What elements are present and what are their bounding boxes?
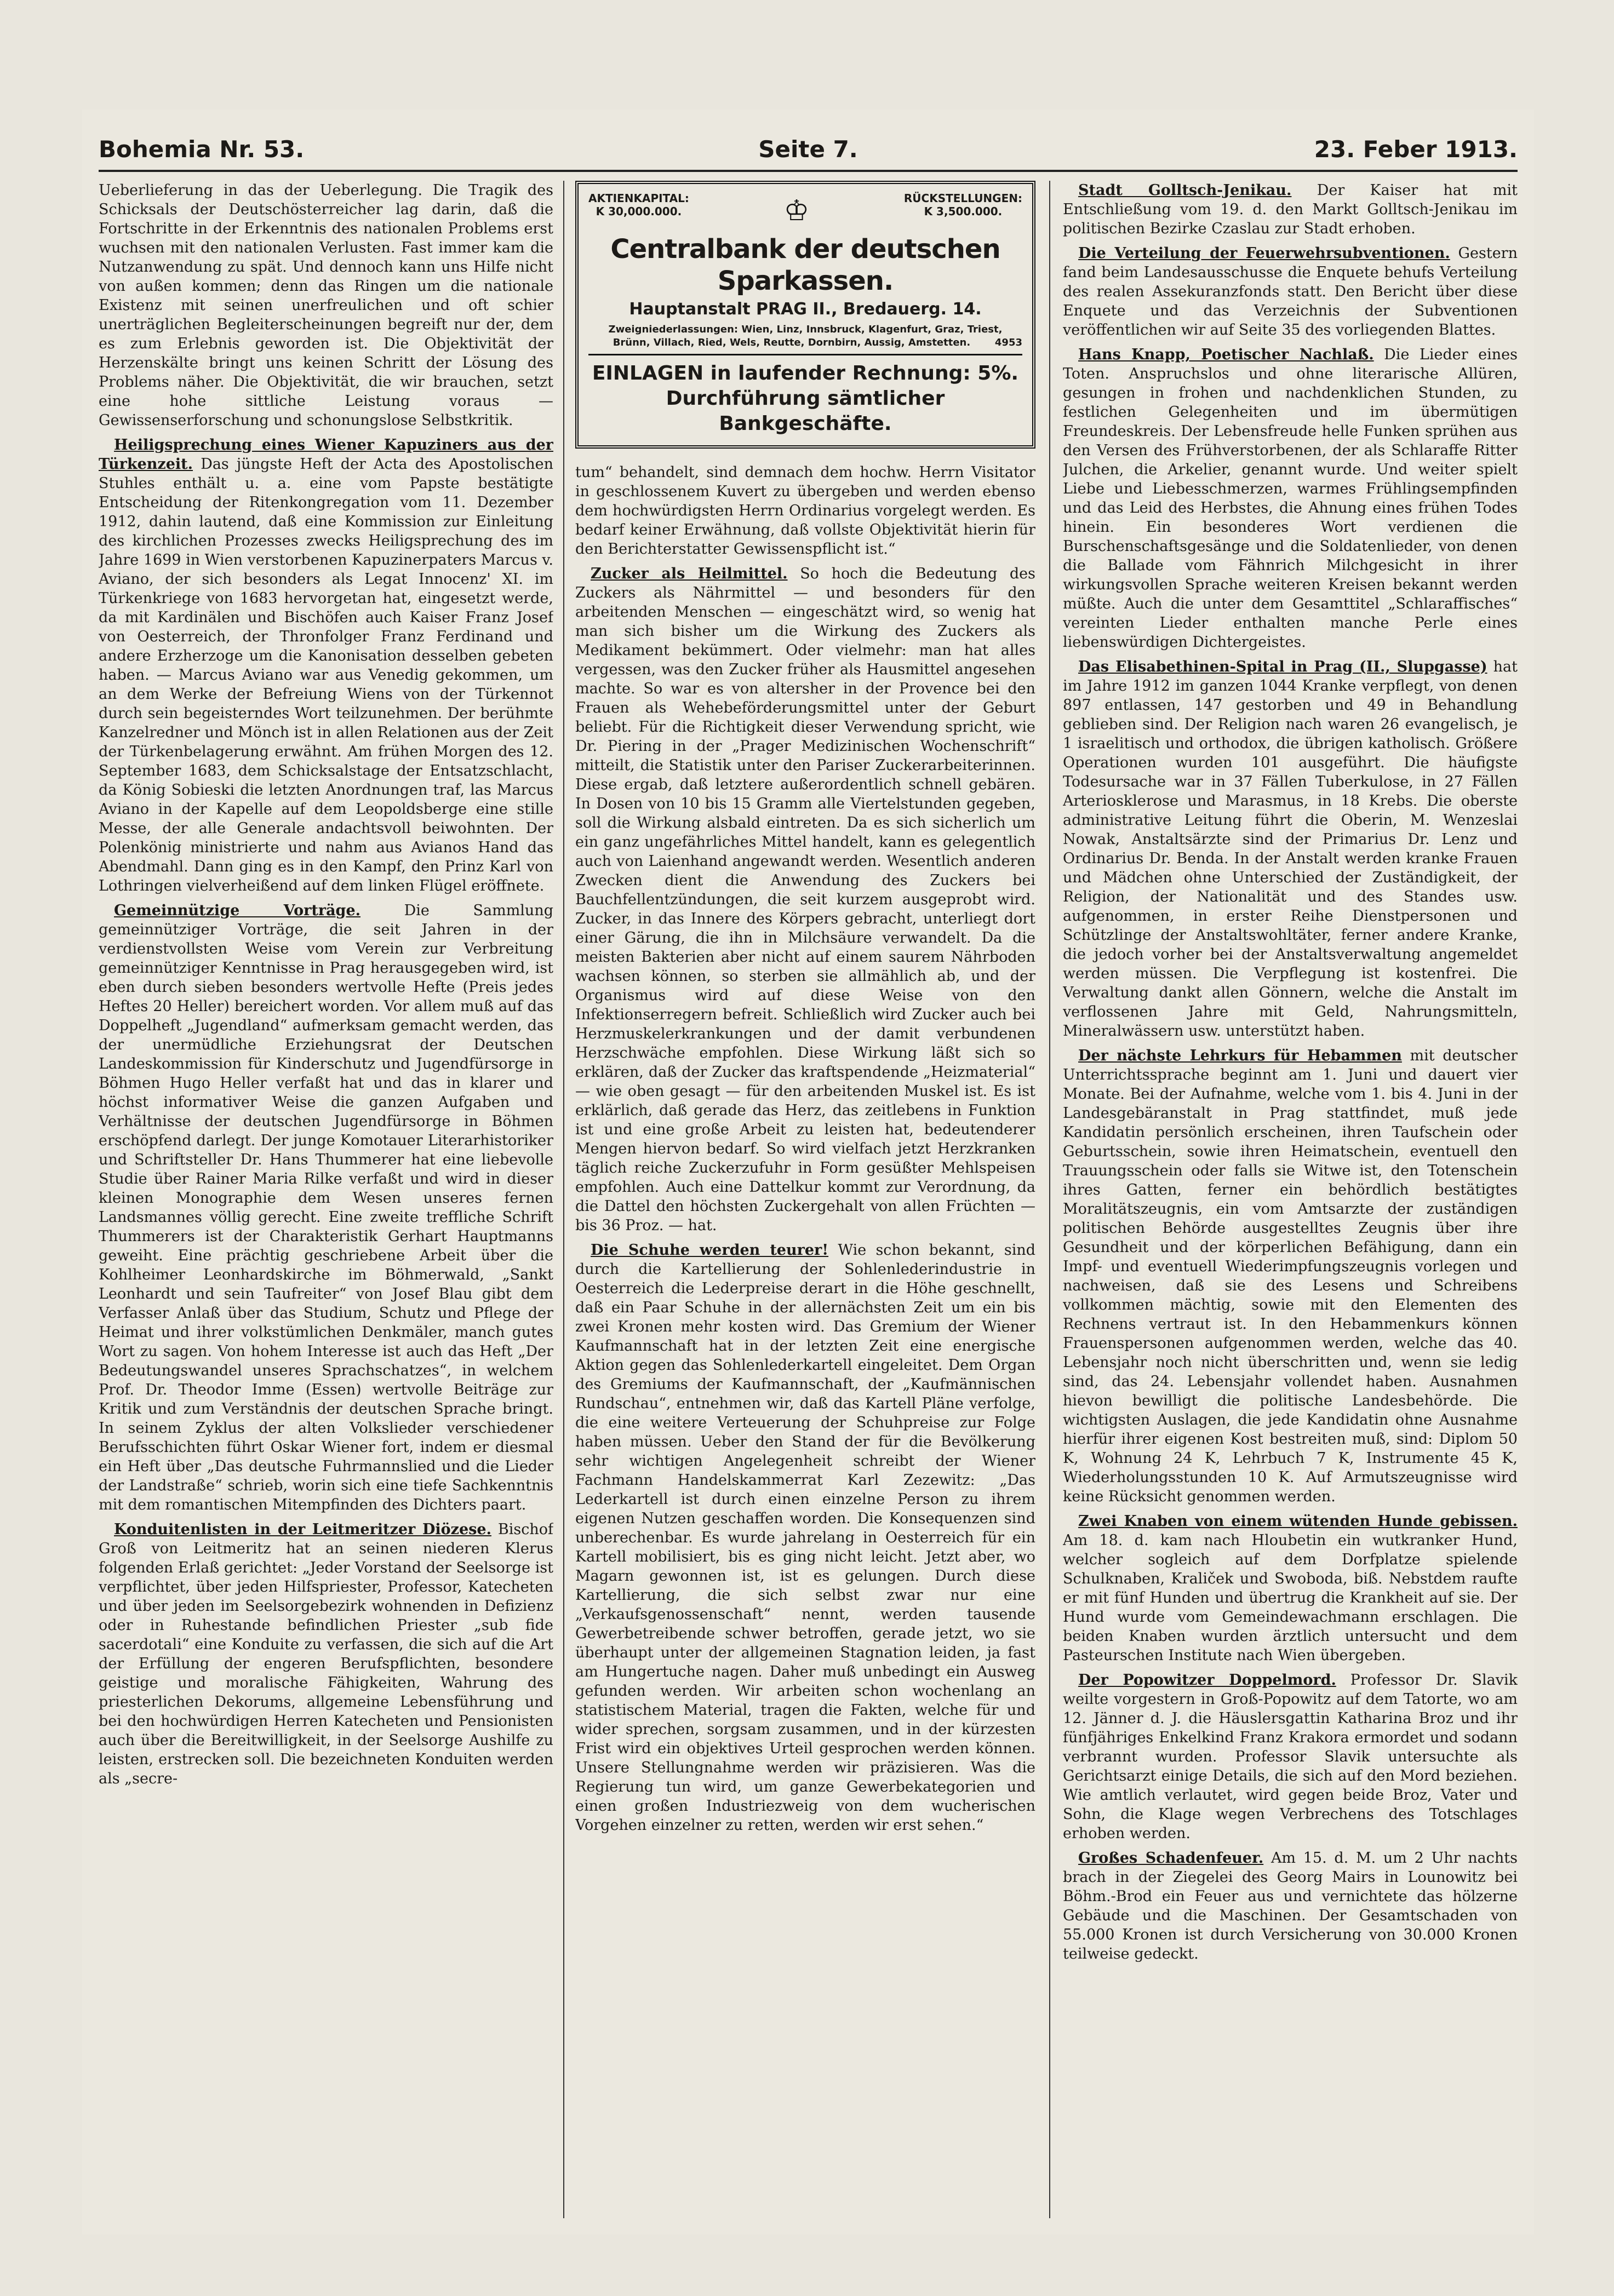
issue-date: 23. Feber 1913. (1314, 136, 1518, 163)
article-paragraph (1063, 1512, 1518, 1665)
article-paragraph (575, 1241, 1035, 1835)
article-paragraph (1063, 181, 1518, 238)
article-text: Wie schon bekannt, sind durch die Kartellierung der Sohlenlederindustrie in Oesterreich die Lederpreise derart in die Höhe geschnellt, daß ein Paar Schuhe in der allernächsten Zeit um ein bis zwei Kronen mehr kosten wird. Das Gremium der Wiener Kaufmannschaft hat in der letzten Zeit eine energische Aktion gegen das Sohlenlederkartell eingeleitet. Dem Organ des Gremiums der Kaufmannschaft, der „Kaufmännischen Rundschau“, entnehmen wir, daß das Kartell Pläne verfolge, die eine weitere Verteuerung der Schuhpreise zur Folge haben müssen. Ueber den Stand der für die Bevölkerung sehr wichtigen Angelegenheit schreibt der Wiener Fachmann Handelskammerrat Karl Zezewitz: „Das Lederkartell ist durch einen einzelne Person zu ihrem eigenen Nutzen geschaffen worden. Die Konsequenzen sind unberechenbar. Es wurde jahrelang in Oesterreich für ein Kartell mobilisiert, bis es ging nicht leicht. Jetzt aber, wo Magarn gewonnen ist, ist es gelungen. Durch diese Kartellierung, die sich selbst zwar nur eine „Verkaufsgenossenschaft“ nennt, werden tausende Gewerbetreibende schwer betroffen, gerade jetzt, wo sie überhaupt unter der allgemeinen Stagnation leiden, ja fast am Hungertuche nagen. Daher muß unbedingt ein Ausweg gefunden werden. Wir arbeiten schon wochenlang an statistischem Material, tragen die Fakten, welche für und wider sprechen, sorgsam zusammen, und in der kürzesten Frist wird ein objektives Urteil gesprochen werden können. Unsere Stellungnahme werden wir präzisieren. Was die Regierung tun wird, um ganze Gewerbekategorien und einen großen Industriezweig von dem wucherischen Vorgehen einzelner zu retten, werden wir erst sehen.“ (575, 1242, 1035, 1834)
column-2-articles (575, 463, 1035, 1835)
masthead-issue: Bohemia Nr. 53. (99, 136, 305, 163)
article-text: Am 15. d. M. um 2 Uhr nachts brach in der Ziegelei des Georg Mairs in Lounowitz bei Böhm.-Brod ein Feuer aus und vernichtete das hölzerne Gebäude und die Maschinen. Der Gesamtschaden von 55.000 Kronen ist durch Versicherung von 30.000 Kronen teilweise gedeckt. (1063, 1850, 1518, 1962)
column-2 (575, 181, 1035, 2218)
ad-rule (588, 354, 1022, 355)
article-text: Bischof Groß von Leitmeritz hat an seinen niederen Klerus folgenden Erlaß gerichtet: „Jeder Vorstand der Seelsorge ist verpflichtet, über jeden Hilfspriester, Professor, Katecheten und über jeden im Seelsorgebezirk wohnenden in Defizienz oder in Ruhestande befindlichen Priester „sub fide sacerdotali“ eine Konduite zu verfassen, die sich auf die Art der Erfüllung der engeren Berufspflichten, besondere geistige und moralische Fähigkeiten, Wahrung des priesterlichen Dekorums, allgemeine Lebensführung und bei den hochwürdigen Herren Katecheten und Pensionisten auch über die Bereitwilligkeit, in der Seelsorge Aushilfe zu leisten, erstrecken soll. Die bezeichneten Konduiten werden als „secre- (99, 1521, 553, 1787)
article-paragraph (575, 463, 1035, 559)
article-paragraph (1063, 1046, 1518, 1506)
article-text: mit deutscher Unterrichtssprache beginnt am 1. Juni und dauert vier Monate. Bei der Aufnahme, welche vom 1. bis 4. Juni in der Landesgebäranstalt in Prag stattfindet, muß jede Kandidatin persönlich erscheinen, ihren Taufschein oder Geburtsschein, sowie ihren Heimatschein, eventuell den Trauungsschein oder falls sie Witwe ist, den Totenschein ihres Gatten, ferner ein behördlich bestätigtes Moralitätszeugnis, ein vom Amtsarzte der zuständigen politischen Behörde ausgestelltes Zeugnis über ihre Gesundheit und der körperlichen Befähigung, dann ein Impf- und eventuell Wiederimpfungszeugnis vorlegen und nachweisen, daß sie des Lesens und Schreibens vollkommen mächtig, sowie mit den Elementen des Rechnens vertraut ist. In den Hebammenkurs können Frauenspersonen aufgenommen werden, welche das 40. Lebensjahr noch nicht überschritten und, wenn sie ledig sind, das 24. Lebensjahr vollendet haben. Ausnahmen hievon bewilligt die politische Landesbehörde. Die wichtigsten Auslagen, die jede Kandidatin ohne Ausnahme hierfür ihrer eigenen Kost bestreiten muß, sind: Diplom 50 K, Wohnung 24 K, Lehrbuch 7 K, Instrumente 45 K, Wiederholungsstunden 10 K. Auf Armutszeugnisse wird keine Rücksicht genommen werden. (1063, 1047, 1518, 1505)
article-paragraph (1063, 345, 1518, 652)
article-paragraph (575, 564, 1035, 1235)
article-paragraph (99, 181, 553, 430)
bank-headquarters: Hauptanstalt PRAG II., Bredauerg. 14. (629, 300, 982, 319)
ad-code: 4953 (994, 337, 1022, 348)
bank-name: Centralbank der deutschen Sparkassen. (610, 234, 1000, 296)
ad-services: Durchführung sämtlicher Bankgeschäfte. (666, 387, 945, 435)
article-heading: Zwei Knaben von einem wütenden Hunde gebissen. (1078, 1513, 1518, 1530)
article-text: hat im Jahre 1912 im ganzen 1044 Kranke verpflegt, von denen 897 entlassen, 147 gestorben und 49 in Behandlung geblieben sind. Der Religion nach waren 26 evangelisch, je 1 israelitisch und orthodox, die übrigen katholisch. Größere Operationen wurden 101 ausgeführt. Die häufigste Todesursache war in 37 Fällen Tuberkulose, in 27 Fällen Arteriosklerose und Marasmus, in 18 Krebs. Die oberste administrative Leitung führt die Oberin, M. Wenzeslai Nowak, Anstaltsärzte sind der Primarius Dr. Lenz und Ordinarius Dr. Benda. In der Anstalt werden kranke Frauen und Mädchen ohne Unterschied der Zuständigkeit, der Religion, der Nationalität und des Standes usw. aufgenommen, in erster Reihe Dienstpersonen und Schützlinge der Anstaltswohltäter, ferner andere Kranke, die jedoch vorher bei der Anstaltsverwaltung angemeldet werden müssen. Die Verpflegung ist kostenfrei. Die Verwaltung dankt allen Gönnern, welche die Anstalt im verflossenen Jahre mit Geld, Nahrungsmitteln, Mineralwässern usw. unterstützt haben. (1063, 658, 1518, 1040)
article-text: Die Sammlung gemeinnütziger Vorträge, die seit Jahren in der verdienstvollsten Weise vom Verein zur Verbreitung gemeinnütziger Kenntnisse in Prag herausgegeben wird, ist eben durch sieben besonders wertvolle Hefte (Preis jedes Heftes 20 Heller) bereichert worden. Vor allem muß auf das Doppelheft „Jugendland“ aufmerksam gemacht werden, das der unermüdliche Erziehungsrat der Deutschen Landeskommission für Kinderschutz und Jugendfürsorge in Böhmen Hugo Heller verfaßt hat und das in klarer und höchst informativer Weise die ganzen Aufgaben und Verhältnisse der deutschen Jugendfürsorge in Böhmen erschöpfend darlegt. Der junge Komotauer Literarhistoriker und Schriftsteller Dr. Hans Thummerer hat eine liebevolle Studie über Rainer Maria Rilke verfaßt und wird in dieser kleinen Monographie dem Wesen unseres fernen Landsmannes völlig gerecht. Eine zweite treffliche Schrift Thummerers ist der Charakteristik Gerhart Hauptmanns geweiht. Eine prächtig geschriebene Arbeit über die Kohlheimer Leonhardskirche im Böhmerwald, „Sankt Leonhardt und sein Taufreiter“ von Josef Blau gibt dem Verfasser Anlaß über das Studium, Schutz und Pflege der Heimat und ihrer volkstümlichen Denkmäler, manch gutes Wort zu sagen. Von hohem Interesse ist auch das Heft „Der Bedeutungswandel unseres Sprachschatzes“, in welchem Prof. Dr. Theodor Imme (Essen) wertvolle Beiträge zur Kritik und zum Verständnis der deutschen Sprache bringt. In seinem Zyklus der alten Volkslieder verschiedener Berufsschichten führt Oskar Wiener fort, indem er diesmal ein Heft über „Das deutsche Fuhrmannslied und die Lieder der Landstraße“ schrieb, worin sich eine tiefe Sachkenntnis mit dem romantischen Mitempfinden des Dichters paart. (99, 902, 553, 1513)
article-heading: Die Verteilung der Feuerwehrsubventionen. (1078, 245, 1450, 262)
double-eagle-crest-icon: ♔ (783, 194, 810, 227)
article-text: Die Lieder eines Toten. Anspruchslos und ohne literarische Allüren, gesungen in frohen und nachdenklichen Stunden, zu festlichen Gelegenheiten und im übermütigen Freundeskreis. Der Lebensfreude helle Funken sprühen aus den Versen des Frühverstorbenen, der als Schlaraffe Ritter Julchen, die Arkelier, genannt wurde. Und weiter spielt Liebe und Liebesschmerzen, warmes Frühlingsempfinden und das Leid des Herbstes, die Ahnung eines frühen Todes hinein. Ein besonderes Wort verdienen die Burschenschaftsgesänge und die Soldatenlieder, von denen die Ballade vom Fähnrich Milchgesicht in ihrer wirkungsvollen Sprache weiteren Kreisen bekannt werden müßte. Auch die unter dem Gesamttitel „Schlaraffisches“ vereinten Lieder enthalten manche Perle eines liebenswürdigen Dichtergeistes. (1063, 346, 1518, 651)
article-paragraph (1063, 1671, 1518, 1843)
article-text: Das jüngste Heft der Acta des Apostolischen Stuhles enthält u. a. eine vom Papste bestätigte Entscheidung der Ritenkongregation vom 11. Dezember 1912, dahin lautend, daß eine Kommission zur Einleitung des kirchlichen Prozesses zwecks Heiligsprechung des im Jahre 1699 in Wien verstorbenen Kapuzinerpaters Marcus v. Aviano, der sich besonders als Legat Innocenz' XI. im Türkenkriege von 1683 hervorgetan hat, eingesetzt werde, da mit Kardinälen und Bischöfen auch Kaiser Franz Josef von Oesterreich, der Thronfolger Franz Ferdinand und andere Erzherzoge um die Kanonisation desselben gebeten haben. — Marcus Aviano war aus Venedig gekommen, um an dem Werke der Befreiung Wiens von der Türkennot durch sein begeisterndes Wort teilzunehmen. Der berühmte Kanzelredner und Mönch ist in allen Relationen aus der Zeit der Türkenbelagerung erwähnt. Am frühen Morgen des 12. September 1683, dem Schicksalstage der Entsatzschlacht, da König Sobieski die letzten Anordnungen traf, las Marcus Aviano in der Kapelle auf dem Leopoldsberge eine stille Messe, der alle Generale andachtsvoll beiwohnten. Der Polenkönig ministrierte und nahm aus Avianos Hand das Abendmahl. Dann ging es in den Kampf, den Prinz Karl von Lothringen vielverheißend auf dem linken Flügel eröffnete. (99, 456, 553, 894)
article-text: Ueberlieferung in das der Ueberlegung. Die Tragik des Schicksals der Deutschösterreicher lag darin, daß die Fortschritte in der Erkenntnis des nationalen Problems erst wuchsen mit den nationalen Verlusten. Fast immer kam die Nutzanwendung zu spät. Und dennoch kann uns Hilfe nicht von außen kommen; denn das Ringen um die nationale Existenz mit seinen unerfreulichen und oft schier unerträglichen Begleiterscheinungen begreift nur der, dem es zum Erlebnis geworden ist. Die Objektivität der Herzenskälte bringt uns keinen Schritt der Lösung des Problems näher. Die Objektivität, die wir brauchen, setzt eine hohe sittliche Leistung voraus — Gewissenserforschung und schonungslose Selbstkritik. (99, 182, 553, 429)
article-text: So hoch die Bedeutung des Zuckers als Nährmittel — und besonders für den arbeitenden Menschen — eingeschätzt wird, so wenig hat man sich bisher um die Wirkung des Zuckers als Medikament bekümmert. Oder vielmehr: man hat alles vergessen, was den Zucker früher als Hausmittel angesehen machte. So war es von altersher in der Provence bei den Frauen als Wehebeförderungsmittel unter der Geburt beliebt. Für die Richtigkeit dieser Verwendung spricht, wie Dr. Piering in der „Prager Medizinischen Wochenschrift“ mitteilt, die Statistik unter den Pariser Zuckerarbeiterinnen. Diese ergab, daß letztere außerordentlich schnell gebären. In Dosen von 10 bis 15 Gramm alle Viertelstunden gegeben, soll die Wirkung alsbald eintreten. Da es sich sicherlich um ein ganz ungefährliches Mittel handelt, kann es gelegentlich auch von Laienhand angewandt werden. Wesentlich anderen Zwecken dient die Anwendung des Zuckers bei Bauchfellentzündungen, die seit kurzem ausgeprobt wird. Zucker, in das Innere des Körpers gebracht, unterliegt dort einer Gärung, die ihn in Milchsäure verwandelt. Da die meisten Bakterien aber nicht auf einem saurem Nährboden wachsen können, so sterben sie allmählich ab, und der Organismus wird auf diese Weise von den Infektionserregern befreit. Schließlich wird Zucker auch bei Herzmuskelerkrankungen und der damit verbundenen Herzschwäche empfohlen. Diese Wirkung läßt sich so erklären, daß der Zucker das kraftspendende „Heizmaterial“ — wie oben gesagt — für den arbeitenden Muskel ist. Es ist erklärlich, daß gerade das Herz, das zeitlebens in Funktion ist und eine große Arbeit zu leisten hat, bedeutenderer Mengen hiervon bedarf. So wird vielfach jetzt Herzkranken täglich reiche Zuckerzufuhr in Form gesüßter Mehlspeisen empfohlen. Auch eine Dattelkur kommt zur Verordnung, da die Dattel den höchsten Zuckergehalt von allen Früchten — bis 36 Proz. — hat. (575, 565, 1035, 1234)
article-heading: Das Elisabethinen-Spital in Prag (II., Slupgasse) (1078, 658, 1487, 675)
article-paragraph (1063, 244, 1518, 340)
article-heading: Gemeinnützige Vorträge. (114, 902, 361, 919)
header-rule (99, 170, 1518, 172)
bank-advertisement (575, 181, 1035, 449)
article-paragraph (99, 901, 553, 1514)
column-1 (99, 181, 553, 2218)
ad-capital: AKTIENKAPITAL: K 30,000.000. (588, 192, 689, 218)
article-heading: Hans Knapp, Poetischer Nachlaß. (1078, 346, 1374, 363)
article-text: Professor Dr. Slavik weilte vorgestern in Groß-Popowitz auf dem Tatorte, wo am 12. Jänner d. J. die Häuslersgattin Katharina Broz und ihr fünfjähriges Enkelkind Franz Krakora ermordet und sodann verbrannt wurden. Professor Slavik untersuchte als Gerichtsarzt einige Details, die sich auf den Mord beziehen. Wie amtlich verlautet, wird gegen beide Broz, Vater und Sohn, die Klage wegen Verbrechens des Totschlages erhoben werden. (1063, 1672, 1518, 1842)
article-heading: Der Popowitzer Doppelmord. (1078, 1672, 1336, 1689)
column-divider (563, 181, 564, 2218)
article-paragraph (99, 1520, 553, 1788)
ad-reserves: RÜCKSTELLUNGEN: K 3,500.000. (903, 192, 1022, 218)
article-text: tum“ behandelt, sind demnach dem hochw. Herrn Visitator in geschlossenem Kuvert zu übergeben und werden ebenso dem hochwürdigsten Herrn Ordinarius vorgelegt werden. Es bedarf keiner Erwähnung, daß vollste Objektivität hierin für den Berichterstatter Gewissenspflicht ist.“ (575, 464, 1035, 558)
column-divider (1049, 181, 1050, 2218)
article-heading: Großes Schadenfeuer. (1078, 1850, 1264, 1867)
article-heading: Stadt Golltsch-Jenikau. (1078, 182, 1292, 199)
bank-branches: Zweigniederlassungen: Wien, Linz, Innsbruck, Klagenfurt, Graz, Triest, Brünn, Villach, Ried, Wels, Reutte, Dornbirn, Aussig, Amstetten. 4953 (608, 324, 1022, 348)
page-number: Seite 7. (758, 136, 858, 163)
ad-deposit-rate: EINLAGEN in laufender Rechnung: 5%. (592, 362, 1019, 384)
column-3 (1063, 181, 1518, 2218)
article-paragraph (99, 435, 553, 896)
article-heading: Heiligsprechung eines Wiener Kapuziners aus der Türkenzeit. (99, 437, 553, 473)
article-heading: Konduitenlisten in der Leitmeritzer Diözese. (114, 1521, 491, 1538)
article-paragraph (1063, 1849, 1518, 1964)
article-text: Am 18. d. kam nach Hloubetin ein wutkranker Hund, welcher sogleich auf dem Dorfplatze spielende Schulknaben, Kraliček und Swoboda, biß. Nebstdem raufte er mit fünf Hunden und übertrug die Krankheit auf sie. Der Hund wurde vom Gemeindewachmann erschlagen. Die beiden Knaben wurden ärztlich untersucht und dem Pasteurschen Institute nach Wien übergeben. (1063, 1532, 1518, 1664)
running-head (99, 120, 1518, 170)
article-text: Gestern fand beim Landesausschusse die Enquete behufs Verteilung des realen Assekuranzfonds statt. Den Bericht über diese Enquete und das Verzeichnis der Subventionen veröffentlichen wir auf Seite 35 des vorliegenden Blattes. (1063, 245, 1518, 338)
article-heading: Zucker als Heilmittel. (591, 565, 788, 582)
article-text: Der Kaiser hat mit Entschließung vom 19. d. den Markt Golltsch-Jenikau im politischen Bezirke Czaslau zur Stadt erhoben. (1063, 182, 1518, 237)
article-heading: Der nächste Lehrkurs für Hebammen (1078, 1047, 1402, 1064)
article-heading: Die Schuhe werden teurer! (591, 1242, 829, 1259)
newspaper-page (82, 110, 1534, 2235)
article-paragraph (1063, 657, 1518, 1041)
